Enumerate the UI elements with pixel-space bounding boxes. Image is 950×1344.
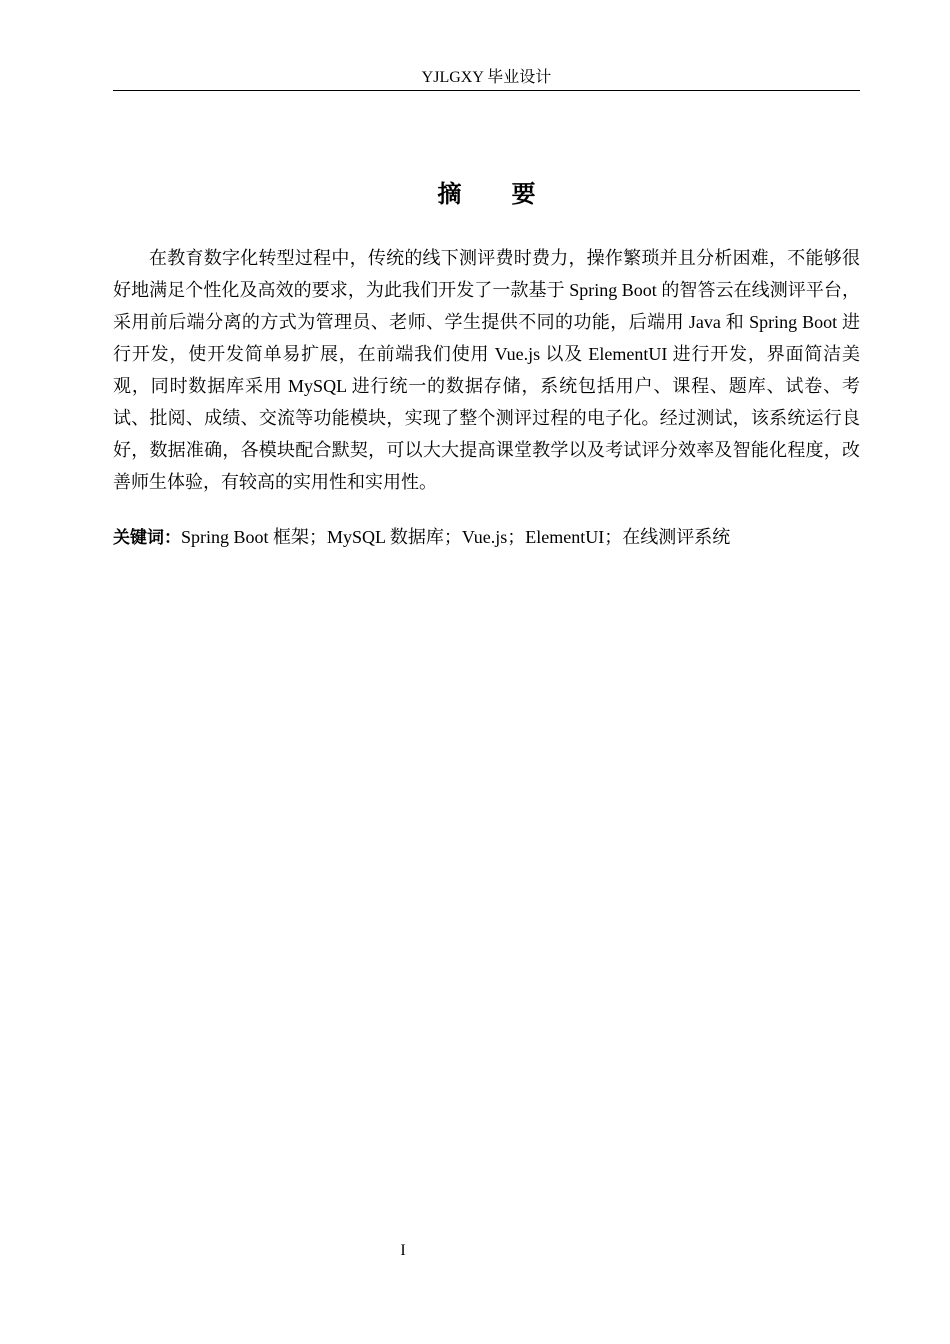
page-number: I: [400, 1242, 406, 1259]
running-header: YJLGXY 毕业设计: [421, 69, 552, 86]
keywords-label: 关键词：: [113, 528, 181, 548]
keywords-line: [113, 521, 860, 554]
keywords-text: Spring Boot 框架；MySQL 数据库；Vue.js；ElementUI；在线测评系统: [181, 527, 731, 547]
abstract-body: 在教育数字化转型过程中，传统的线下测评费时费力，操作繁琐并且分析困难，不能够很好地满足个性化及高效的要求，为此我们开发了一款基于 Spring Boot 的智答云在线测评平台，采用前后端分离的方式为管理员、老师、学生提供不同的功能，后端用 Java 和 Spring Boot 进行开发，使开发简单易扩展，在前端我们使用 Vue.js 以及 ElementUI 进行开发，界面简洁美观，同时数据库采用 MySQL 进行统一的数据存储，系统包括用户、课程、题库、试卷、考试、批阅、成绩、交流等功能模块，实现了整个测评过程的电子化。经过测试，该系统运行良好，数据准确，各模块配合默契，可以大大提高课堂教学以及考试评分效率及智能化程度，改善师生体验，有较高的实用性和实用性。: [113, 248, 860, 492]
header-rule: [113, 90, 860, 91]
abstract-title: [113, 179, 860, 211]
abstract-title-char-2: 要: [511, 182, 536, 208]
abstract-title-char-1: 摘: [437, 182, 462, 208]
